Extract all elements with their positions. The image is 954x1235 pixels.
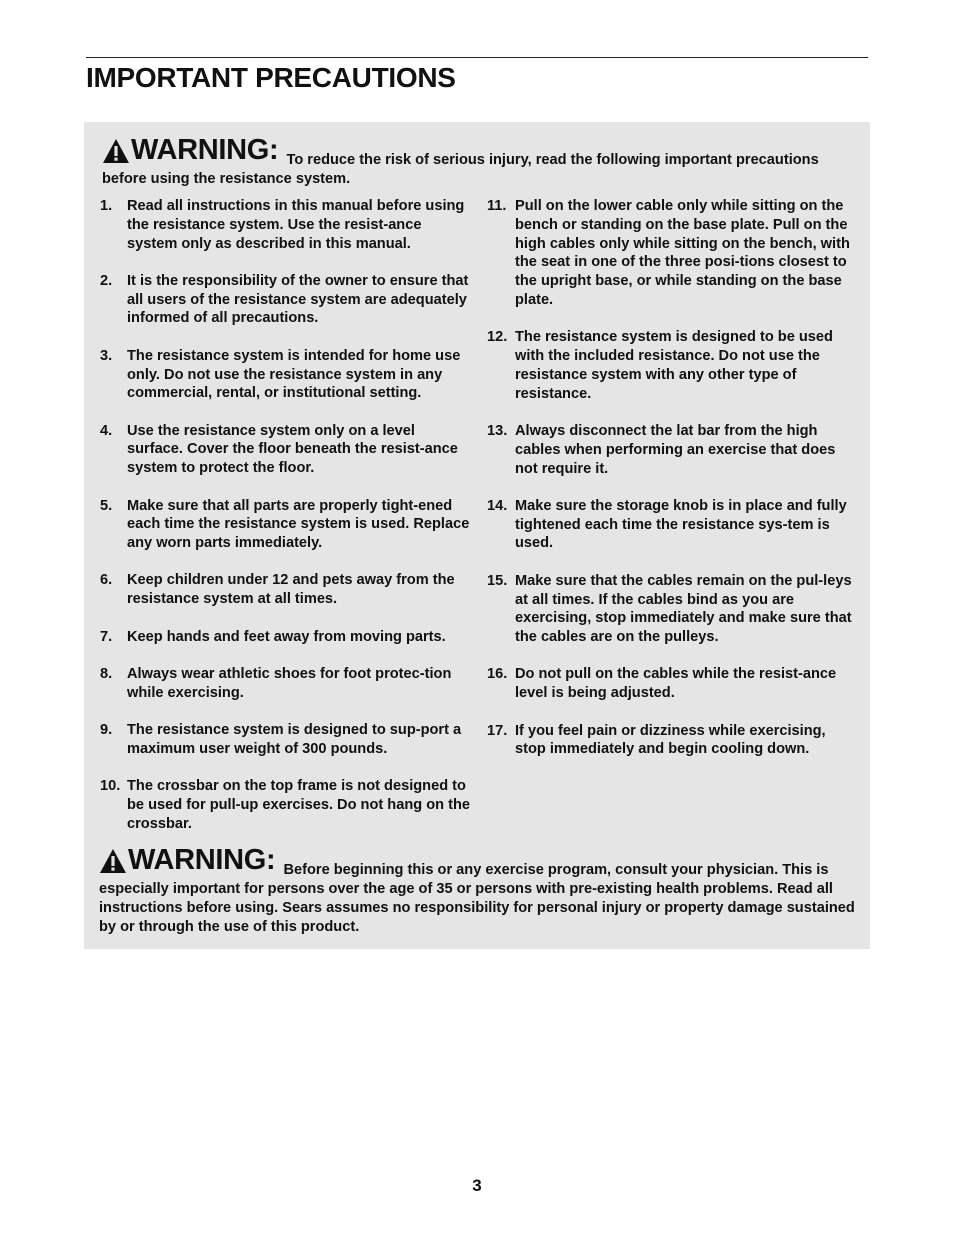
item-text: The resistance system is designed to sup-port a maximum user weight of 300 pounds. (127, 721, 462, 757)
item-number: 12. (487, 329, 508, 346)
item-number: 15. (487, 572, 508, 589)
item-number: 1. (100, 198, 113, 214)
item-number: 13. (487, 422, 508, 439)
list-item (100, 665, 472, 703)
list-item (100, 272, 472, 328)
item-text: It is the responsibility of the owner to ensure that all users of the resistance system are adequately informed of all precautions. (127, 272, 469, 327)
item-number: 10. (100, 778, 121, 795)
item-number: 2. (100, 272, 113, 289)
list-item (100, 347, 472, 403)
list-item (100, 571, 472, 609)
list-item (487, 572, 859, 647)
page-number: 3 (472, 1176, 482, 1195)
item-number: 11. (487, 198, 507, 214)
list-item (100, 497, 472, 553)
list-item (100, 777, 472, 833)
list-item (487, 497, 859, 553)
warning-intro-text: To reduce the risk of serious injury, read the following important precautions before using the resistance system. (102, 152, 819, 187)
item-text: The resistance system is designed to be used with the included resistance. Do not use the resistance system with any other type of resistance. (515, 329, 833, 402)
item-text: Make sure that all parts are properly tight-ened each time the resistance system is used. Replace any worn parts immediately. (127, 497, 470, 552)
item-text: Use the resistance system only on a level surface. Cover the floor beneath the resist-ance system to protect the floor. (127, 422, 458, 477)
item-text: The resistance system is intended for home use only. Do not use the resistance system in any commercial, rental, or institutional setting. (127, 347, 461, 402)
item-text: Always wear athletic shoes for foot protec-tion while exercising. (127, 665, 452, 701)
warning-physician (99, 846, 859, 937)
warning-triangle-icon (102, 138, 130, 164)
warning-heading (99, 846, 275, 874)
item-number: 17. (487, 722, 508, 739)
warning-triangle-icon (99, 848, 127, 874)
warning-word: WARNING: (131, 134, 279, 166)
item-text: The crossbar on the top frame is not designed to be used for pull-up exercises. Do not hang on the crossbar. (127, 778, 470, 832)
item-number: 5. (100, 497, 113, 514)
precautions-right-column (487, 197, 859, 778)
warning-physician-text: Before beginning this or any exercise program, consult your physician. This is especially important for persons over the age of 35 or persons with pre-existing health problems. Read all instructions before using. Sears assumes no responsibility for personal injury or property damage sustained by or through the use of this product. (99, 862, 855, 935)
item-text: Do not pull on the cables while the resist-ance level is being adjusted. (515, 666, 837, 702)
list-item (487, 722, 859, 760)
warning-intro (102, 136, 862, 189)
list-item (100, 422, 472, 478)
list-item (487, 328, 859, 403)
item-text: Keep hands and feet away from moving parts. (127, 628, 446, 645)
item-text: Make sure that the cables remain on the pul-leys at all times. If the cables bind as you are exercising, stop immediately and make sure that the cables are on the pulleys. (515, 572, 852, 646)
list-item (100, 721, 472, 759)
warning-heading (102, 136, 278, 164)
item-text: Always disconnect the lat bar from the high cables when performing an exercise that does not require it. (515, 422, 836, 477)
item-number: 9. (100, 721, 113, 738)
list-item (100, 197, 472, 253)
warning-word: WARNING: (128, 844, 276, 876)
item-text: Keep children under 12 and pets away from the resistance system at all times. (127, 572, 455, 608)
item-text: If you feel pain or dizziness while exercising, stop immediately and begin cooling down. (515, 722, 826, 758)
top-rule (86, 57, 868, 58)
item-number: 8. (100, 665, 113, 682)
item-number: 6. (100, 572, 113, 589)
item-text: Read all instructions in this manual before using the resistance system. Use the resist-ance system only as described in this manual. (127, 198, 465, 252)
list-item (487, 422, 859, 478)
list-item (100, 628, 472, 647)
precautions-left-column (100, 197, 472, 852)
item-number: 7. (100, 628, 113, 645)
item-text: Pull on the lower cable only while sitting on the bench or standing on the base plate. Pull on the high cables only while sitting on the bench, with the seat in one of the three posi-tions closest to the upright base, or while standing on the base plate. (515, 198, 850, 308)
item-number: 14. (487, 497, 508, 514)
page-title: IMPORTANT PRECAUTIONS (86, 62, 456, 93)
item-text: Make sure the storage knob is in place and fully tightened each time the resistance sys-tem is used. (515, 497, 847, 552)
precautions-panel (84, 122, 870, 949)
item-number: 3. (100, 347, 113, 364)
list-item (487, 197, 859, 310)
item-number: 4. (100, 422, 113, 439)
item-number: 16. (487, 666, 508, 683)
list-item (487, 665, 859, 703)
